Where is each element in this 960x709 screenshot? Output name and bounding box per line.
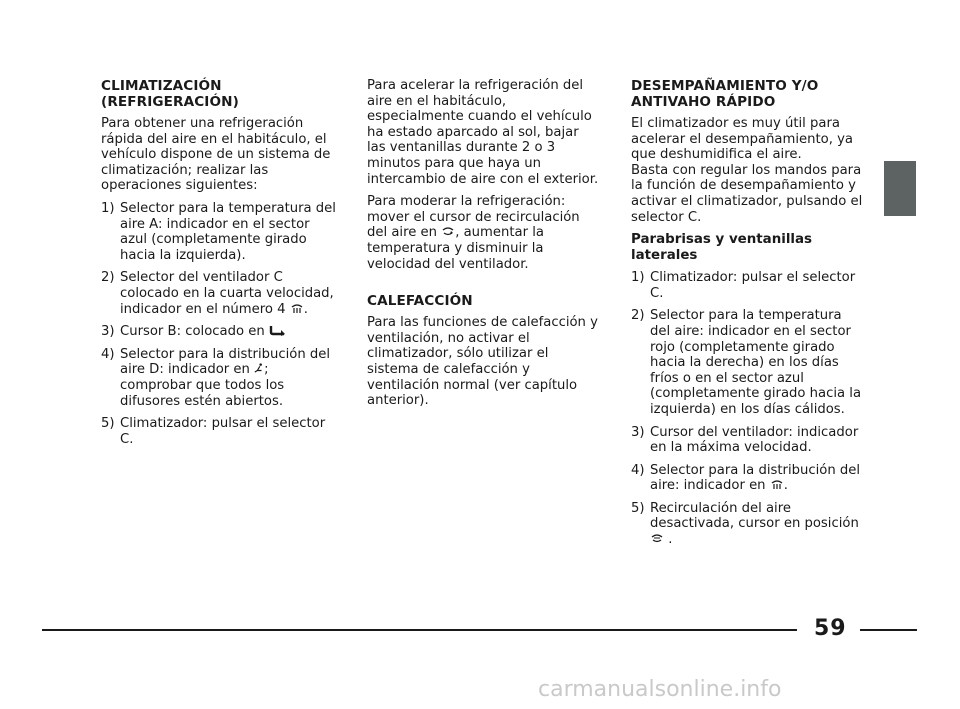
paragraph: Para acelerar la refrigeración del aire en el habitáculo, especialmente cuando el vehículo ha estado aparcado al sol, bajar las ventanillas durante 2 o 3 minutos para que haya un intercambio de aire con el exterior.	[367, 78, 599, 187]
footer-rule	[860, 629, 917, 631]
list-text: Climatizador: pulsar el selector C.	[650, 270, 856, 301]
list-item	[101, 416, 336, 447]
list-number: 5)	[101, 416, 115, 432]
recirculation-off-icon	[650, 532, 664, 544]
column-refrigeracion-calefaccion	[367, 78, 599, 416]
list-text: .	[783, 478, 788, 494]
fan-defrost-icon	[290, 302, 304, 314]
paragraph-text: , aumentar la temperatura y disminuir la velocidad del ventilador.	[367, 225, 544, 272]
list-item	[101, 270, 336, 317]
title-line: CLIMATIZACIÓN	[101, 78, 222, 94]
list-number: 5)	[631, 500, 645, 516]
list-item	[101, 201, 336, 263]
list-number: 1)	[631, 270, 645, 286]
section-title-calefaccion: CALEFACCIÓN	[367, 293, 473, 310]
list-number: 3)	[631, 424, 645, 440]
watermark: carmanualsonline.info	[538, 677, 782, 702]
list-item	[631, 463, 863, 494]
list-item	[631, 270, 863, 301]
list-text: .	[303, 301, 308, 317]
list-text: Cursor del ventilador: indicador en la máxima velocidad.	[650, 424, 859, 456]
title-line: DESEMPAÑAMIENTO Y/O	[631, 78, 819, 94]
list-item	[631, 501, 863, 548]
paragraph	[367, 194, 599, 272]
list-item	[631, 425, 863, 456]
paragraph-text: Para moderar la refrigeración: mover el cursor de recirculación del aire en	[367, 194, 580, 241]
list-text: Selector para la distribución del aire: indicador en	[650, 462, 861, 494]
list-text: Selector del ventilador C colocado en la cuarta velocidad, indicador en el número 4	[120, 270, 334, 317]
paragraph: El climatizador es muy útil para acelerar el desempañamiento, ya que deshumidifica el aire.	[631, 116, 854, 163]
fan-defrost-icon	[770, 478, 784, 490]
list-text: Cursor B: colocado en	[120, 324, 269, 340]
list-text: Selector para la distribución del aire D: indicador en	[120, 346, 331, 378]
title-line: ANTIVAHO RÁPIDO	[631, 94, 776, 110]
list-number: 2)	[631, 308, 645, 324]
section-title-desempanamiento	[631, 78, 863, 110]
recirculation-icon	[269, 324, 287, 336]
list-number: 4)	[101, 346, 115, 362]
paragraph: Para obtener una refrigeración rápida del aire en el habitáculo, el vehículo dispone de un sistema de climatización; realizar las operaciones siguientes:	[101, 116, 331, 194]
subtitle-line: laterales	[631, 248, 698, 264]
list-item	[101, 347, 336, 409]
list-item	[101, 324, 336, 340]
footer-rule	[42, 629, 797, 631]
section-title-climatizacion	[101, 78, 336, 110]
list-item	[631, 308, 863, 417]
column-desempanamiento	[631, 78, 863, 555]
list-text: .	[664, 532, 673, 548]
subtitle-line: Parabrisas y ventanillas	[631, 232, 813, 248]
list-number: 2)	[101, 270, 115, 286]
list-number: 4)	[631, 462, 645, 478]
list-text: Selector para la temperatura del aire A: indicador en el sector azul (completamente girado hacia la izquierda).	[120, 200, 336, 263]
paragraph: Basta con regular los mandos para la función de desempañamiento y activar el climatizador, pulsando el selector C.	[631, 162, 863, 225]
vent-distribution-icon	[254, 362, 264, 374]
list-text: Selector para la temperatura del aire: indicador en el sector rojo (completamente girado hacia la derecha) en los días fríos o en el sector azul (completamente girado hacia la izquierda) en los días cálidos.	[650, 308, 862, 417]
recirculation-icon	[441, 225, 455, 237]
list-text: Recirculación del aire desactivada, cursor en posición	[650, 500, 859, 532]
subsection-title	[631, 232, 863, 264]
list-number: 3)	[101, 324, 115, 340]
list-text: ; comprobar que todos los difusores estén abiertos.	[120, 362, 285, 409]
paragraph: Para las funciones de calefacción y ventilación, no activar el climatizador, sólo utilizar el sistema de calefacción y ventilación normal (ver capítulo anterior).	[367, 315, 598, 409]
list-text: Climatizador: pulsar el selector C.	[120, 416, 326, 447]
page-number: 59	[814, 616, 847, 641]
chapter-tab	[884, 161, 916, 216]
column-climatizacion	[101, 78, 336, 454]
title-line: (REFRIGERACIÓN)	[101, 94, 239, 110]
list-number: 1)	[101, 200, 115, 216]
